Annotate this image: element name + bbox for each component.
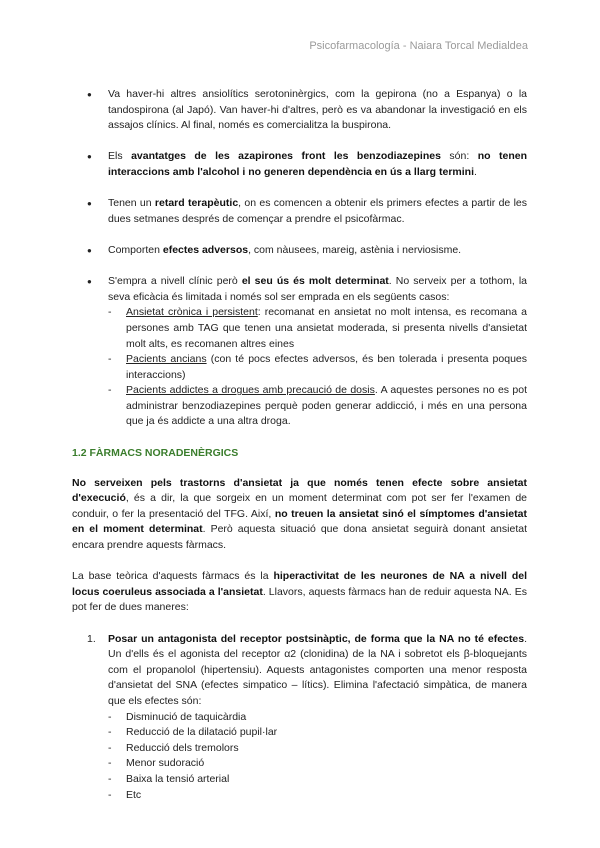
numbered-item: 1. Posar un antagonista del receptor postsinàptic, de forma que la NA no té efectes. Un d'ells és el agonista del receptor α2 (clonidina) de la NA i sobretot els β-bloquejants com el propanolol (hipertensiu). Aquests antagonistes comporten una menor resposta d'ansietat del SNA (efectes simpatico – lítics). Elimina l'afectació simpàtica, de manera que els efectes són: - Disminució de taquicàrdia - Reducció de la dilatació pupil·lar - Reducció dels tremolors - Menor sudoració - Baixa la tensió arterial - Etc [72, 632, 527, 804]
cases-list [108, 305, 527, 430]
effect-item: - Menor sudoració [108, 756, 527, 772]
bullet-list [72, 87, 527, 430]
effect-item: - Reducció de la dilatació pupil·lar [108, 725, 527, 741]
bullet-item: ● Tenen un retard terapèutic, on es comencen a obtenir els primers efectes a partir de les dues setmanes després de començar a prendre el psicofàrmac. [72, 196, 527, 227]
effect-item: - Disminució de taquicàrdia [108, 710, 527, 726]
effect-item: - Etc [108, 788, 527, 804]
paragraph: La base teòrica d'aquests fàrmacs és la hiperactivitat de les neurones de NA a nivell del locus coeruleus associada a l'ansietat. Llavors, aquests fàrmacs han de reduir aquesta NA. Es pot fer de dues maneres: [72, 570, 528, 614]
case-item: - Pacients ancians (con té pocs efectes adversos, és ben tolerada i presenta poques interaccions) [108, 352, 527, 383]
effect-item: - Baixa la tensió arterial [108, 772, 527, 788]
case-item: - Pacients addictes a drogues amb precaució de dosis. A aquestes persones no es pot administrar benzodiazepines perquè poden generar addicció, i més en una persona que ja és addicte a una altra droga. [108, 383, 527, 430]
bullet-item: ● Els avantatges de les azapirones front les benzodiazepines són: no tenen interaccions amb l'alcohol i no generen dependència en ús a llarg termini. [72, 149, 527, 180]
bullet-item: ● Va haver-hi altres ansiolítics serotoninèrgics, com la gepirona (no a Espanya) o la tandospirona (al Japó). Van haver-hi d'altres, però es va abandonar la investigació en els assajos clínics. Al final, només es comercialitza la buspirona. [72, 87, 527, 134]
bullet-item: ● Comporten efectes adversos, com nàusees, mareig, astènia i nerviosisme. [72, 243, 527, 259]
section-heading: 1.2 FÀRMACS NORADENÈRGICS [72, 447, 239, 460]
numbered-list [72, 632, 527, 804]
page-content [72, 87, 527, 803]
page-header: Psicofarmacología - Naiara Torcal Medialdea [309, 40, 528, 52]
effect-item: - Reducció dels tremolors [108, 741, 527, 757]
bullet-item: ● S'empra a nivell clínic però el seu ús és molt determinat. No serveix per a tothom, la seva eficàcia és limitada i només sol ser emprada en els següents casos: - Ansietat crònica i persistent: recomanat en ansietat no molt intensa, es recomana a persones amb TAG que tenen una ansietat moderada, si presenta nivells d'ansietat molt alts, es recomanen altres eines - Pacients ancians (con té pocs efectes adversos, és ben tolerada i presenta poques interaccions) - Pacients addictes a drogues amb precaució de dosis. A aquestes persones no es pot administrar benzodiazepines perquè poden generar addicció, i més en una persona que ja és addicte a una altra droga. [72, 274, 527, 430]
effects-list [108, 710, 527, 804]
paragraph: No serveixen pels trastorns d'ansietat ja que només tenen efecte sobre ansietat d'execució, és a dir, la que sorgeix en un moment determinat com pot ser fer l'examen de conduir, o fer la presentació del TFG. Així, no treuen la ansietat sinó el símptomes d'ansietat en el moment determinat. Però aquesta situació que dona ansietat seguirà donant ansietat encara prendre aquests fàrmacs. [72, 476, 527, 552]
case-item: - Ansietat crònica i persistent: recomanat en ansietat no molt intensa, es recomana a persones amb TAG que tenen una ansietat moderada, si presenta nivells d'ansietat molt alts, es recomanen altres eines [108, 305, 527, 352]
